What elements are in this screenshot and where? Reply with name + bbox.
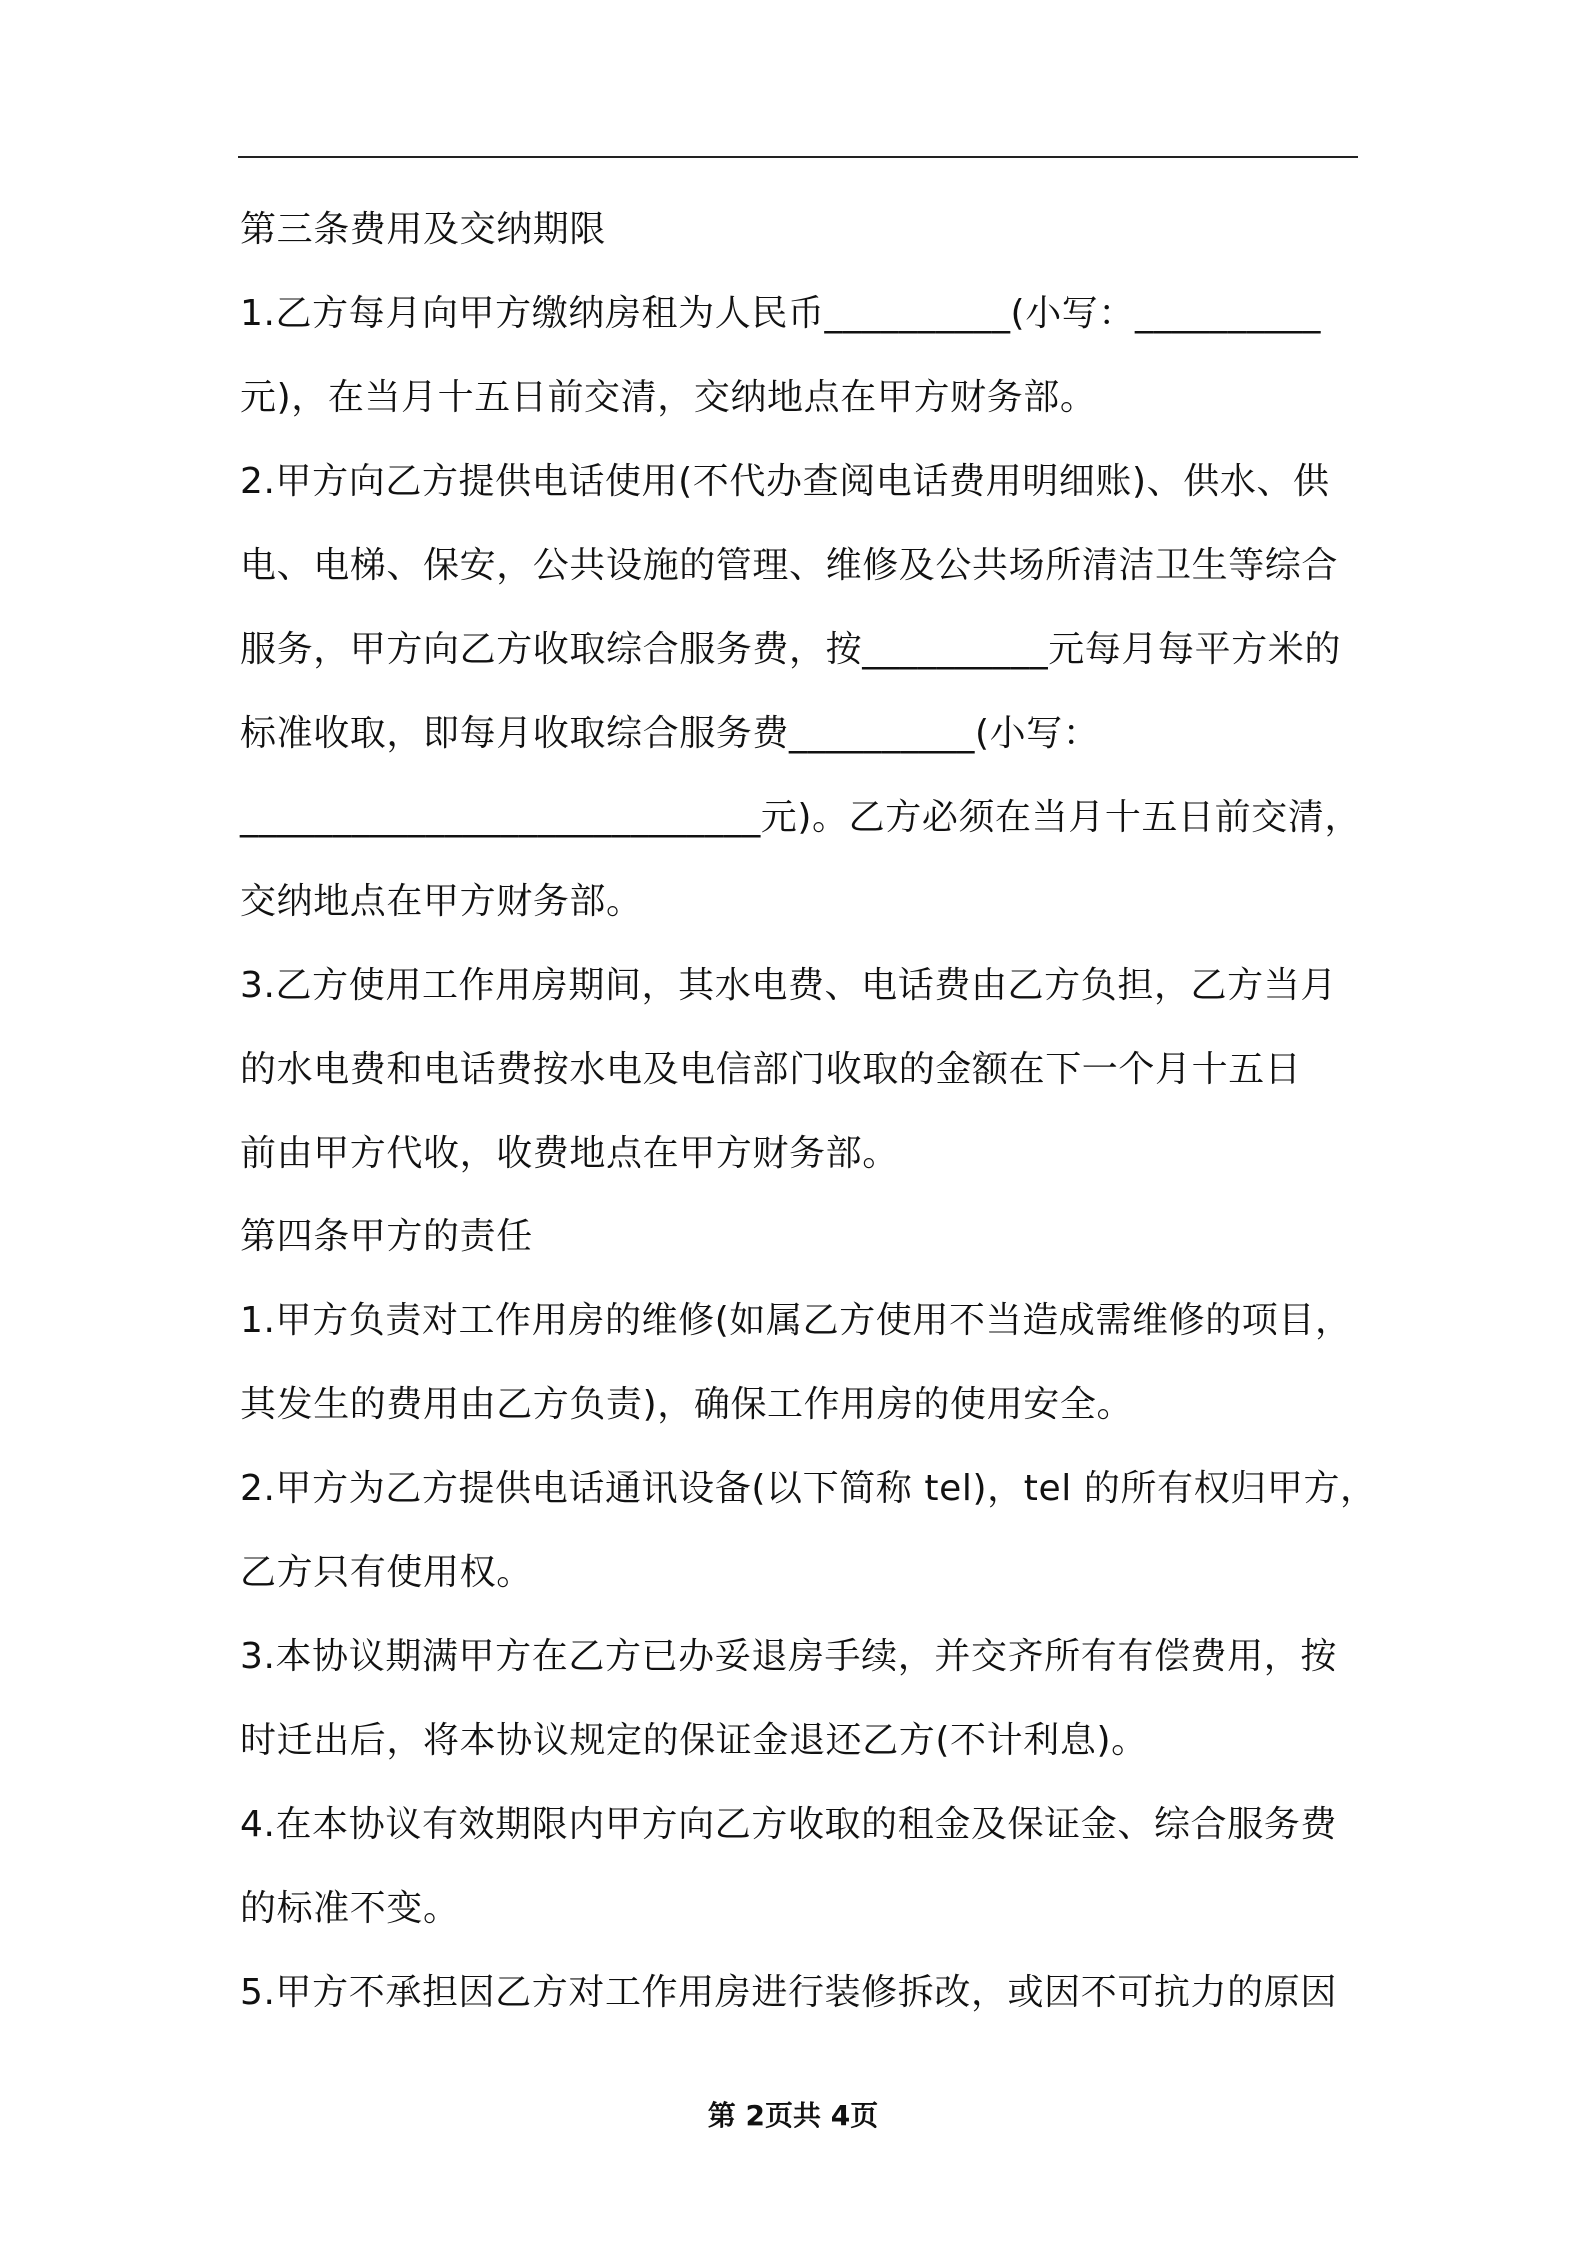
text-line: 1.甲方负责对工作用房的维修(如属乙方使用不当造成需维修的项目，: [240, 1300, 1352, 1341]
text-line: 元)，在当月十五日前交清，交纳地点在甲方财务部。: [240, 377, 1097, 418]
text-line: 的标准不变。: [240, 1888, 460, 1929]
section-heading-article-3: 第三条费用及交纳期限: [240, 209, 607, 250]
text-line: 3.本协议期满甲方在乙方已办妥退房手续，并交齐所有有偿费用，按: [240, 1636, 1337, 1677]
text-line: 交纳地点在甲方财务部。: [240, 881, 643, 922]
section-heading-article-4: 第四条甲方的责任: [240, 1216, 533, 1257]
text-line: 时迁出后，将本协议规定的保证金退还乙方(不计利息)。: [240, 1720, 1148, 1761]
text-line: 5.甲方不承担因乙方对工作用房进行装修拆改，或因不可抗力的原因: [240, 1972, 1337, 2013]
text-line: 2.甲方向乙方提供电话使用(不代办查阅电话费用明细账)、供水、供: [240, 461, 1330, 502]
header-rule: [238, 156, 1358, 158]
page-number-footer: 第 2页共 4页: [707, 2099, 879, 2132]
text-line: 2.甲方为乙方提供电话通讯设备(以下简称 tel)，tel 的所有权归甲方，: [240, 1468, 1377, 1509]
text-line: 的水电费和电话费按水电及电信部门收取的金额在下一个月十五日: [240, 1049, 1302, 1090]
text-line: 4.在本协议有效期限内甲方向乙方收取的租金及保证金、综合服务费: [240, 1804, 1337, 1845]
text-line: 乙方只有使用权。: [240, 1552, 533, 1593]
text-line: 标准收取，即每月收取综合服务费__________(小写：: [240, 713, 1100, 754]
text-line: 服务，甲方向乙方收取综合服务费，按__________元每月每平方米的: [240, 629, 1341, 670]
text-line: 其发生的费用由乙方负责)，确保工作用房的使用安全。: [240, 1384, 1134, 1425]
text-line: 电、电梯、保安，公共设施的管理、维修及公共场所清洁卫生等综合: [240, 545, 1339, 586]
text-line: ____________________________元)。乙方必须在当月十五日前交清，: [240, 797, 1362, 838]
text-line: 1.乙方每月向甲方缴纳房租为人民币__________(小写：__________: [240, 293, 1321, 334]
text-line: 前由甲方代收，收费地点在甲方财务部。: [240, 1133, 899, 1174]
text-line: 3.乙方使用工作用房期间，其水电费、电话费由乙方负担，乙方当月: [240, 965, 1337, 1006]
